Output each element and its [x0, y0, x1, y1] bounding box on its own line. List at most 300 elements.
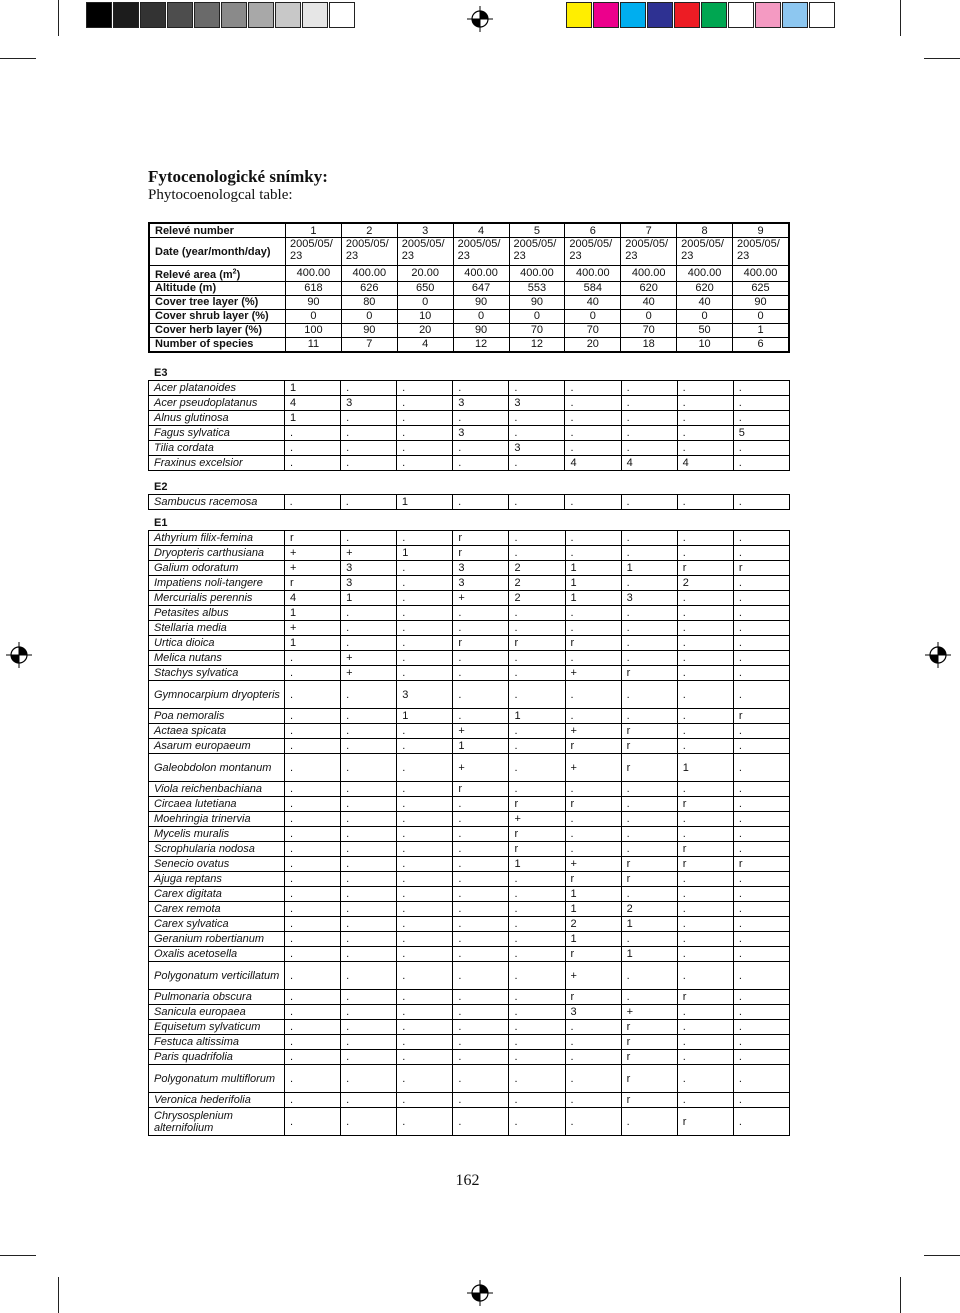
- cover-value: .: [677, 917, 733, 932]
- cover-value: .: [621, 681, 677, 709]
- cover-value: .: [733, 947, 789, 962]
- species-row: [149, 681, 790, 709]
- cover-value: .: [677, 947, 733, 962]
- species-row: [149, 591, 790, 606]
- header-row: [149, 337, 789, 352]
- cover-value: 4: [677, 456, 733, 471]
- species-name: Mycelis muralis: [149, 827, 285, 842]
- cover-value: r: [453, 546, 509, 561]
- cmyk-color-bar: [566, 2, 836, 28]
- header-row-label: Altitude (m): [149, 281, 286, 295]
- species-row: [149, 561, 790, 576]
- species-name: Asarum europaeum: [149, 739, 285, 754]
- cover-value: 4: [285, 591, 341, 606]
- cover-value: .: [677, 872, 733, 887]
- species-row: [149, 1093, 790, 1108]
- cover-value: .: [509, 947, 565, 962]
- species-table: [148, 380, 790, 471]
- header-cell: 0: [733, 309, 790, 323]
- cover-value: r: [733, 709, 789, 724]
- cover-value: .: [733, 1108, 789, 1136]
- cover-value: .: [733, 872, 789, 887]
- cover-value: .: [453, 902, 509, 917]
- cover-value: .: [677, 381, 733, 396]
- cover-value: .: [285, 887, 341, 902]
- cover-value: .: [453, 872, 509, 887]
- cover-value: .: [509, 1065, 565, 1093]
- cover-value: .: [677, 782, 733, 797]
- cover-value: .: [341, 606, 397, 621]
- date-year-month: 2005/05/: [625, 238, 669, 250]
- header-cell: 10: [397, 309, 453, 323]
- species-row: [149, 396, 790, 411]
- species-name: Carex digitata: [149, 887, 285, 902]
- cover-value: .: [677, 724, 733, 739]
- cover-value: .: [284, 441, 340, 456]
- section-label: E1: [154, 517, 168, 529]
- cover-value: .: [397, 1108, 453, 1136]
- cover-value: 1: [509, 709, 565, 724]
- cover-value: .: [284, 456, 340, 471]
- cover-value: +: [565, 724, 621, 739]
- header-cell: 90: [286, 295, 342, 309]
- cover-value: .: [621, 426, 677, 441]
- cover-value: .: [621, 546, 677, 561]
- cover-value: .: [733, 739, 789, 754]
- cover-value: .: [285, 842, 341, 857]
- header-cell: [286, 238, 342, 266]
- cover-value: r: [509, 842, 565, 857]
- cover-value: .: [341, 827, 397, 842]
- cover-value: 3: [341, 576, 397, 591]
- crop-mark-right-bottom: [924, 1255, 960, 1256]
- cover-value: .: [733, 681, 789, 709]
- page-subtitle: Phytocoenologcal table:: [148, 187, 293, 203]
- cover-value: .: [733, 666, 789, 681]
- header-cell: 0: [453, 309, 509, 323]
- cover-value: 1: [677, 754, 733, 782]
- cover-value: .: [565, 381, 621, 396]
- species-name: Poa nemoralis: [149, 709, 285, 724]
- species-row: [149, 902, 790, 917]
- area-suffix: ): [236, 268, 241, 281]
- cover-value: 2: [677, 576, 733, 591]
- cover-value: .: [341, 857, 397, 872]
- cover-value: .: [733, 1065, 789, 1093]
- header-cell: [733, 238, 790, 266]
- crosshair-target-icon: [925, 642, 951, 668]
- cover-value: r: [565, 872, 621, 887]
- date-value: [458, 238, 501, 262]
- cover-value: .: [397, 621, 453, 636]
- cover-value: r: [509, 827, 565, 842]
- species-row: [149, 962, 790, 990]
- cover-value: .: [733, 797, 789, 812]
- cover-value: .: [341, 724, 397, 739]
- cover-value: 3: [453, 561, 509, 576]
- cover-value: 1: [453, 739, 509, 754]
- species-name: Dryopteris carthusiana: [149, 546, 285, 561]
- species-name: Scrophularia nodosa: [149, 842, 285, 857]
- cover-value: r: [565, 947, 621, 962]
- cover-value: 3: [621, 591, 677, 606]
- header-cell: 620: [677, 281, 733, 295]
- cover-value: .: [341, 1093, 397, 1108]
- cover-value: .: [341, 1005, 397, 1020]
- date-year-month: 2005/05/: [345, 238, 389, 250]
- species-name: Veronica hederifolia: [149, 1093, 285, 1108]
- cover-value: .: [733, 546, 789, 561]
- header-row: [149, 238, 789, 266]
- cover-value: .: [733, 411, 789, 426]
- cover-value: 1: [396, 495, 452, 510]
- species-name: Melica nutans: [149, 651, 285, 666]
- cover-value: .: [341, 797, 397, 812]
- cover-value: 3: [453, 396, 509, 411]
- species-row: [149, 857, 790, 872]
- cover-value: 3: [397, 681, 453, 709]
- cover-value: .: [285, 754, 341, 782]
- species-name: Sanicula europaea: [149, 1005, 285, 1020]
- color-swatch: [728, 2, 754, 28]
- cover-value: r: [453, 636, 509, 651]
- cover-value: .: [621, 887, 677, 902]
- header-cell: 100: [286, 323, 342, 337]
- area-superscript: 2: [232, 268, 237, 275]
- cover-value: .: [453, 797, 509, 812]
- cover-value: .: [677, 621, 733, 636]
- cover-value: .: [397, 441, 453, 456]
- header-cell: 1: [733, 323, 790, 337]
- species-name: Chrysosplenium alternifolium: [149, 1108, 285, 1136]
- cover-value: .: [565, 531, 621, 546]
- cover-value: .: [733, 917, 789, 932]
- species-table: [148, 530, 790, 1136]
- cover-value: .: [397, 381, 453, 396]
- cover-value: .: [341, 456, 397, 471]
- cover-value: .: [565, 546, 621, 561]
- header-cell: 90: [453, 295, 509, 309]
- cover-value: r: [677, 797, 733, 812]
- cover-value: .: [341, 872, 397, 887]
- species-name: Mercurialis perennis: [149, 591, 285, 606]
- cover-value: .: [453, 381, 509, 396]
- cover-value: .: [565, 495, 621, 510]
- cover-value: .: [509, 546, 565, 561]
- color-swatch: [329, 2, 355, 28]
- cover-value: .: [341, 932, 397, 947]
- cover-value: .: [733, 576, 789, 591]
- date-day: 23: [513, 250, 526, 262]
- cover-value: .: [284, 426, 340, 441]
- species-row: [149, 842, 790, 857]
- cover-value: 1: [621, 947, 677, 962]
- cover-value: r: [677, 1108, 733, 1136]
- species-name: Ajuga reptans: [149, 872, 285, 887]
- cover-value: .: [397, 636, 453, 651]
- color-swatch: [140, 2, 166, 28]
- species-row: [149, 666, 790, 681]
- date-day: 23: [457, 250, 470, 262]
- species-name: Tilia cordata: [149, 441, 285, 456]
- header-cell: 0: [677, 309, 733, 323]
- color-swatch: [248, 2, 274, 28]
- header-cell: 18: [621, 337, 677, 352]
- date-year-month: 2005/05/: [737, 238, 780, 250]
- cover-value: .: [677, 666, 733, 681]
- date-value: [290, 238, 333, 262]
- header-cell: 400.00: [453, 266, 509, 282]
- species-name: Petasites albus: [149, 606, 285, 621]
- cover-value: .: [733, 651, 789, 666]
- header-row-label: [149, 266, 286, 282]
- cover-value: .: [565, 426, 621, 441]
- date-value: [625, 238, 668, 262]
- page-number: 162: [455, 1172, 480, 1189]
- cover-value: .: [621, 495, 677, 510]
- header-cell: 90: [341, 323, 397, 337]
- cover-value: r: [621, 1065, 677, 1093]
- cover-value: .: [677, 426, 733, 441]
- cover-value: .: [453, 709, 509, 724]
- species-name: Festuca altissima: [149, 1035, 285, 1050]
- color-swatch: [782, 2, 808, 28]
- cover-value: .: [397, 576, 453, 591]
- cover-value: .: [733, 396, 789, 411]
- header-cell: 11: [286, 337, 342, 352]
- cover-value: .: [677, 546, 733, 561]
- header-cell: 7: [621, 223, 677, 238]
- header-cell: [509, 238, 565, 266]
- cover-value: .: [285, 724, 341, 739]
- cover-value: .: [453, 1108, 509, 1136]
- species-row: [149, 381, 790, 396]
- cover-value: 1: [285, 636, 341, 651]
- cover-value: .: [453, 857, 509, 872]
- cover-value: .: [509, 621, 565, 636]
- header-row: [149, 223, 789, 238]
- cover-value: .: [677, 932, 733, 947]
- cover-value: .: [341, 1035, 397, 1050]
- cover-value: .: [397, 456, 453, 471]
- cover-value: .: [285, 797, 341, 812]
- cover-value: .: [621, 932, 677, 947]
- cover-value: .: [621, 782, 677, 797]
- cover-value: .: [733, 724, 789, 739]
- cover-value: .: [509, 1050, 565, 1065]
- cover-value: +: [565, 666, 621, 681]
- species-row: [149, 1108, 790, 1136]
- cover-value: 3: [453, 426, 509, 441]
- cover-value: .: [509, 381, 565, 396]
- species-name: Moehringia trinervia: [149, 812, 285, 827]
- cover-value: 1: [621, 561, 677, 576]
- cover-value: .: [621, 842, 677, 857]
- header-row: [149, 266, 789, 282]
- header-row-label: Date (year/month/day): [149, 238, 286, 266]
- header-row-label: Cover herb layer (%): [149, 323, 286, 337]
- header-cell: 3: [397, 223, 453, 238]
- header-cell: 647: [453, 281, 509, 295]
- cover-value: r: [621, 724, 677, 739]
- cover-value: .: [565, 411, 621, 426]
- color-swatch: [674, 2, 700, 28]
- page-title: Fytocenologické snímky:: [148, 167, 328, 186]
- species-name: Polygonatum verticillatum: [149, 962, 285, 990]
- cover-value: 2: [509, 561, 565, 576]
- cover-value: .: [397, 411, 453, 426]
- header-cell: 6: [733, 337, 790, 352]
- cover-value: .: [285, 1050, 341, 1065]
- cover-value: .: [341, 902, 397, 917]
- cover-value: .: [453, 1065, 509, 1093]
- cover-value: .: [397, 812, 453, 827]
- header-cell: 12: [509, 337, 565, 352]
- section-label: E3: [154, 367, 168, 379]
- header-cell: 0: [397, 295, 453, 309]
- cover-value: .: [509, 932, 565, 947]
- cover-value: .: [397, 1035, 453, 1050]
- cover-value: .: [565, 1035, 621, 1050]
- species-row: [149, 887, 790, 902]
- header-cell: 553: [509, 281, 565, 295]
- header-row-label: Cover shrub layer (%): [149, 309, 286, 323]
- crosshair-target-icon: [467, 1280, 493, 1306]
- cover-value: .: [509, 754, 565, 782]
- species-name: Pulmonaria obscura: [149, 990, 285, 1005]
- species-row: [149, 411, 790, 426]
- cover-value: 1: [285, 606, 341, 621]
- species-name: Impatiens noli-tangere: [149, 576, 285, 591]
- species-name: Paris quadrifolia: [149, 1050, 285, 1065]
- header-cell: [453, 238, 509, 266]
- header-row-label: Cover tree layer (%): [149, 295, 286, 309]
- species-name: Acer pseudoplatanus: [149, 396, 285, 411]
- cover-value: .: [509, 739, 565, 754]
- date-year-month: 2005/05/: [290, 238, 333, 250]
- header-cell: 4: [397, 337, 453, 352]
- cover-value: .: [621, 606, 677, 621]
- crosshair-target-icon: [6, 642, 32, 668]
- cover-value: .: [285, 1093, 341, 1108]
- date-day: 23: [345, 250, 359, 262]
- cover-value: .: [285, 947, 341, 962]
- cover-value: .: [397, 426, 453, 441]
- cover-value: .: [677, 1093, 733, 1108]
- header-row: [149, 281, 789, 295]
- cover-value: .: [621, 812, 677, 827]
- cover-value: r: [733, 561, 789, 576]
- cover-value: r: [621, 1035, 677, 1050]
- species-row: [149, 495, 790, 510]
- cover-value: r: [285, 531, 341, 546]
- cover-value: .: [677, 709, 733, 724]
- cover-value: .: [341, 1108, 397, 1136]
- cover-value: .: [733, 381, 789, 396]
- cover-value: +: [453, 591, 509, 606]
- cover-value: .: [677, 651, 733, 666]
- cover-value: 1: [565, 591, 621, 606]
- cover-value: .: [509, 872, 565, 887]
- cover-value: 1: [284, 381, 340, 396]
- cover-value: .: [341, 709, 397, 724]
- species-row: [149, 872, 790, 887]
- cover-value: r: [565, 990, 621, 1005]
- header-row: [149, 309, 789, 323]
- cover-value: .: [453, 456, 509, 471]
- date-year-month: 2005/05/: [401, 238, 445, 250]
- date-day: 23: [401, 250, 414, 262]
- header-cell: 40: [677, 295, 733, 309]
- cover-value: .: [453, 827, 509, 842]
- header-cell: 12: [453, 337, 509, 352]
- cover-value: r: [677, 990, 733, 1005]
- species-name: Equisetum sylvaticum: [149, 1020, 285, 1035]
- cover-value: .: [565, 396, 621, 411]
- cover-value: .: [397, 606, 453, 621]
- cover-value: .: [453, 681, 509, 709]
- crop-mark-top-left: [58, 0, 59, 36]
- header-cell: 0: [286, 309, 342, 323]
- cover-value: .: [285, 666, 341, 681]
- species-row: [149, 709, 790, 724]
- color-swatch: [566, 2, 592, 28]
- cover-value: .: [285, 990, 341, 1005]
- grayscale-color-bar: [86, 2, 356, 28]
- species-row: [149, 651, 790, 666]
- species-name: Stellaria media: [149, 621, 285, 636]
- species-name: Carex sylvatica: [149, 917, 285, 932]
- header-cell: 20: [397, 323, 453, 337]
- species-row: [149, 782, 790, 797]
- cover-value: .: [453, 1020, 509, 1035]
- cover-value: .: [397, 531, 453, 546]
- species-name: Galeobdolon montanum: [149, 754, 285, 782]
- cover-value: .: [621, 636, 677, 651]
- crop-mark-left-top: [0, 58, 36, 59]
- cover-value: .: [285, 1005, 341, 1020]
- header-cell: 400.00: [677, 266, 733, 282]
- cover-value: .: [285, 1035, 341, 1050]
- header-cell: [621, 238, 677, 266]
- cover-value: 2: [565, 917, 621, 932]
- crop-mark-bottom-left: [58, 1277, 59, 1313]
- species-name: Gymnocarpium dryopteris: [149, 681, 285, 709]
- cover-value: .: [677, 396, 733, 411]
- species-row: [149, 456, 790, 471]
- cover-value: .: [733, 990, 789, 1005]
- cover-value: .: [733, 1005, 789, 1020]
- species-row: [149, 1020, 790, 1035]
- cover-value: .: [733, 591, 789, 606]
- header-cell: 40: [621, 295, 677, 309]
- cover-value: .: [509, 411, 565, 426]
- species-row: [149, 724, 790, 739]
- species-row: [149, 932, 790, 947]
- cover-value: .: [677, 681, 733, 709]
- species-table: [148, 494, 790, 510]
- cover-value: .: [285, 782, 341, 797]
- cover-value: 3: [565, 1005, 621, 1020]
- area-label: [155, 269, 240, 281]
- cover-value: .: [397, 990, 453, 1005]
- cover-value: r: [621, 754, 677, 782]
- species-name: Fagus sylvatica: [149, 426, 285, 441]
- color-swatch: [593, 2, 619, 28]
- cover-value: .: [453, 917, 509, 932]
- header-cell: 20.00: [397, 266, 453, 282]
- cover-value: .: [285, 1020, 341, 1035]
